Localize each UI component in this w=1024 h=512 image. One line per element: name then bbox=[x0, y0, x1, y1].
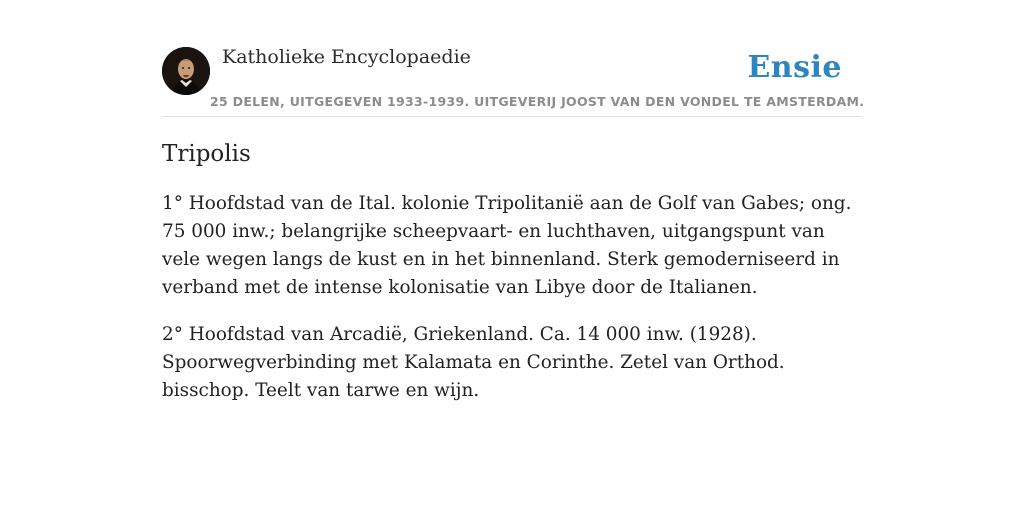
source-subtitle: 25 DELEN, UITGEGEVEN 1933-1939. UITGEVERIJ JOOST VAN DEN VONDEL TE AMSTERDAM. bbox=[210, 94, 865, 109]
avatar[interactable] bbox=[162, 47, 210, 95]
article-title: Tripolis bbox=[162, 141, 251, 167]
article bbox=[162, 138, 862, 424]
article-paragraph: 2° Hoofdstad van Arcadië, Griekenland. Ca. 14 000 inw. (1928). Spoorwegverbinding met Kalamata en Corinthe. Zetel van Orthod. bisschop. Teelt van tarwe en wijn. bbox=[162, 324, 785, 401]
brand-logo[interactable]: Ensie bbox=[747, 50, 842, 85]
portrait-avatar-icon bbox=[162, 47, 210, 95]
article-paragraph: 1° Hoofdstad van de Ital. kolonie Tripolitanië aan de Golf van Gabes; ong. 75 000 inw.; belangrijke scheepvaart- en luchthaven, uitgangspunt van vele wegen langs de kust en in het binnenland. Sterk gemoderniseerd in verband met de intense kolonisatie van Libye door de Italianen. bbox=[162, 193, 852, 298]
source-title[interactable]: Katholieke Encyclopaedie bbox=[222, 46, 471, 68]
header bbox=[162, 44, 865, 117]
